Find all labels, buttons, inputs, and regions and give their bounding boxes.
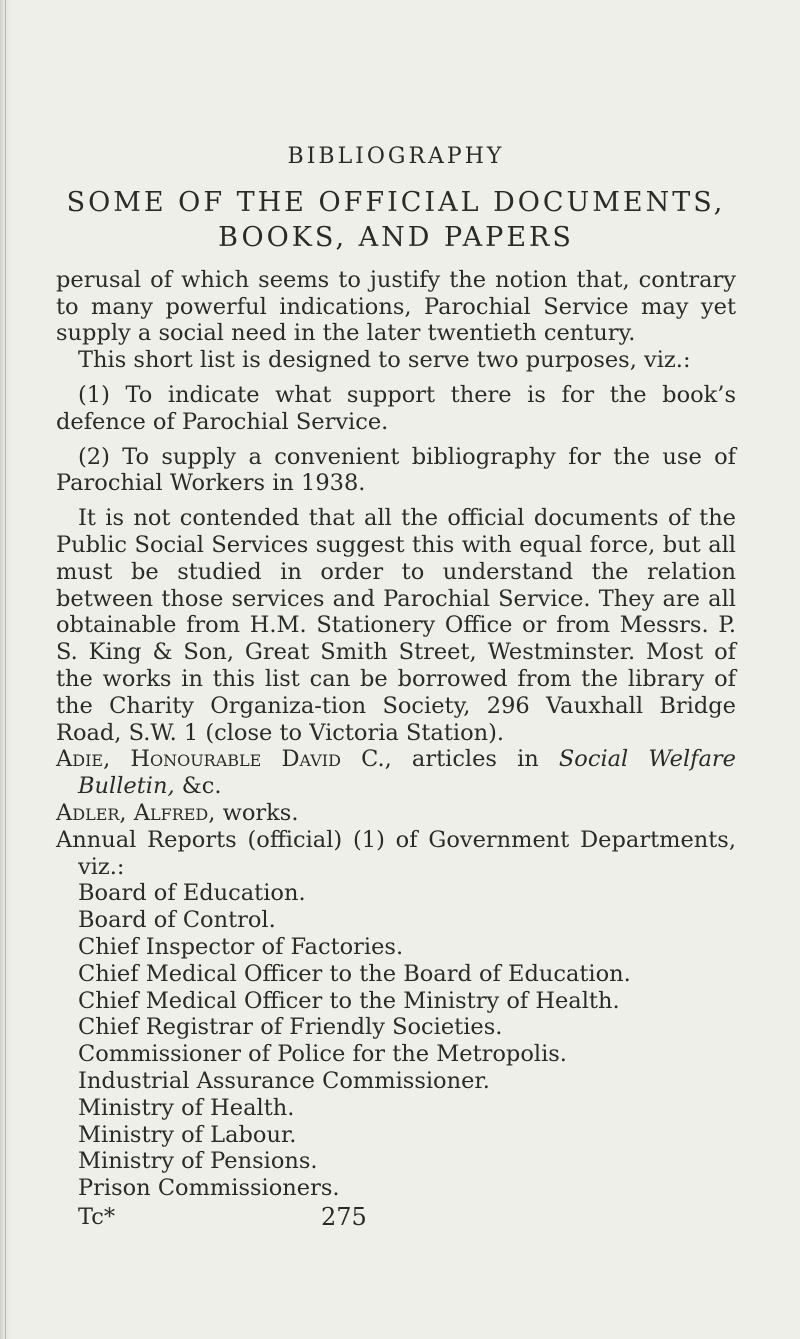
list-item: Chief Medical Officer to the Board of Education. [78, 960, 631, 987]
list-item: Industrial Assurance Commissioner. [78, 1067, 490, 1094]
title-line-1: SOME OF THE OFFICIAL DOCUMENTS, [66, 186, 726, 218]
page-title [56, 185, 736, 255]
entry-author: Adler, Alfred, [56, 799, 216, 826]
intro-paragraph: perusal of which seems to justify the notion that, contrary to many powerful indications, Parochial Service may yet supply a social need in the later twentieth century. [56, 266, 736, 347]
list-item: Chief Registrar of Friendly Societies. [78, 1014, 503, 1041]
entry-author: Adie, Honourable David C., [56, 746, 392, 773]
list-item: Board of Control. [78, 907, 276, 934]
list-item: Ministry of Health. [78, 1094, 295, 1121]
list-item: Ministry of Labour. [78, 1121, 297, 1148]
list-item: Commissioner of Police for the Metropolis. [78, 1041, 567, 1068]
entry-title: Social Welfare Bulletin, [78, 746, 736, 800]
list-item: Chief Inspector of Factories. [78, 933, 404, 960]
signature-mark: Tc* [78, 1203, 116, 1230]
title-line-2: BOOKS, AND PAPERS [218, 221, 574, 253]
entry-text: Annual Reports (official) (1) of Government Departments, viz.: [56, 826, 736, 880]
annual-reports-list [56, 880, 736, 1202]
sources-paragraph: It is not contended that all the official documents of the Public Social Services suggest this with equal force, but all must be studied in order to understand the relation between those services and Parochial Service. They are all obtainable from H.M. Stationery Office or from Messrs. P. S. King & Son, Great Smith Street, Westminster. Most of the works in this list can be borrowed from the library of the Charity Organiza-tion Society, 296 Vauxhall Bridge Road, S.W. 1 (close to Victoria Station). [56, 505, 736, 746]
page-number: 275 [321, 1202, 367, 1231]
list-item: Ministry of Pensions. [78, 1148, 318, 1175]
list-item: Board of Education. [78, 880, 306, 907]
entry-text: &c. [174, 773, 222, 800]
page-footer [56, 1204, 736, 1234]
bibliography-entry-annual-reports [56, 827, 736, 881]
book-spine-shadow [0, 0, 12, 1339]
purpose-item-1: (1) To indicate what support there is for the book’s defence of Parochial Service. [56, 381, 736, 435]
running-head: BIBLIOGRAPHY [287, 144, 505, 169]
list-item: Chief Medical Officer to the Ministry of Health. [78, 987, 620, 1014]
purpose-item-2: (2) To supply a convenient bibliography for the use of Parochial Workers in 1938. [56, 443, 736, 497]
list-item: Prison Commissioners. [78, 1175, 340, 1202]
document-page [56, 144, 736, 1234]
purpose-paragraph: This short list is designed to serve two purposes, viz.: [78, 347, 691, 374]
bibliography-entry-adler [56, 800, 736, 827]
bibliography-entry-adie [56, 746, 736, 800]
entry-text: works. [215, 799, 299, 826]
entry-text: articles in [391, 746, 559, 773]
